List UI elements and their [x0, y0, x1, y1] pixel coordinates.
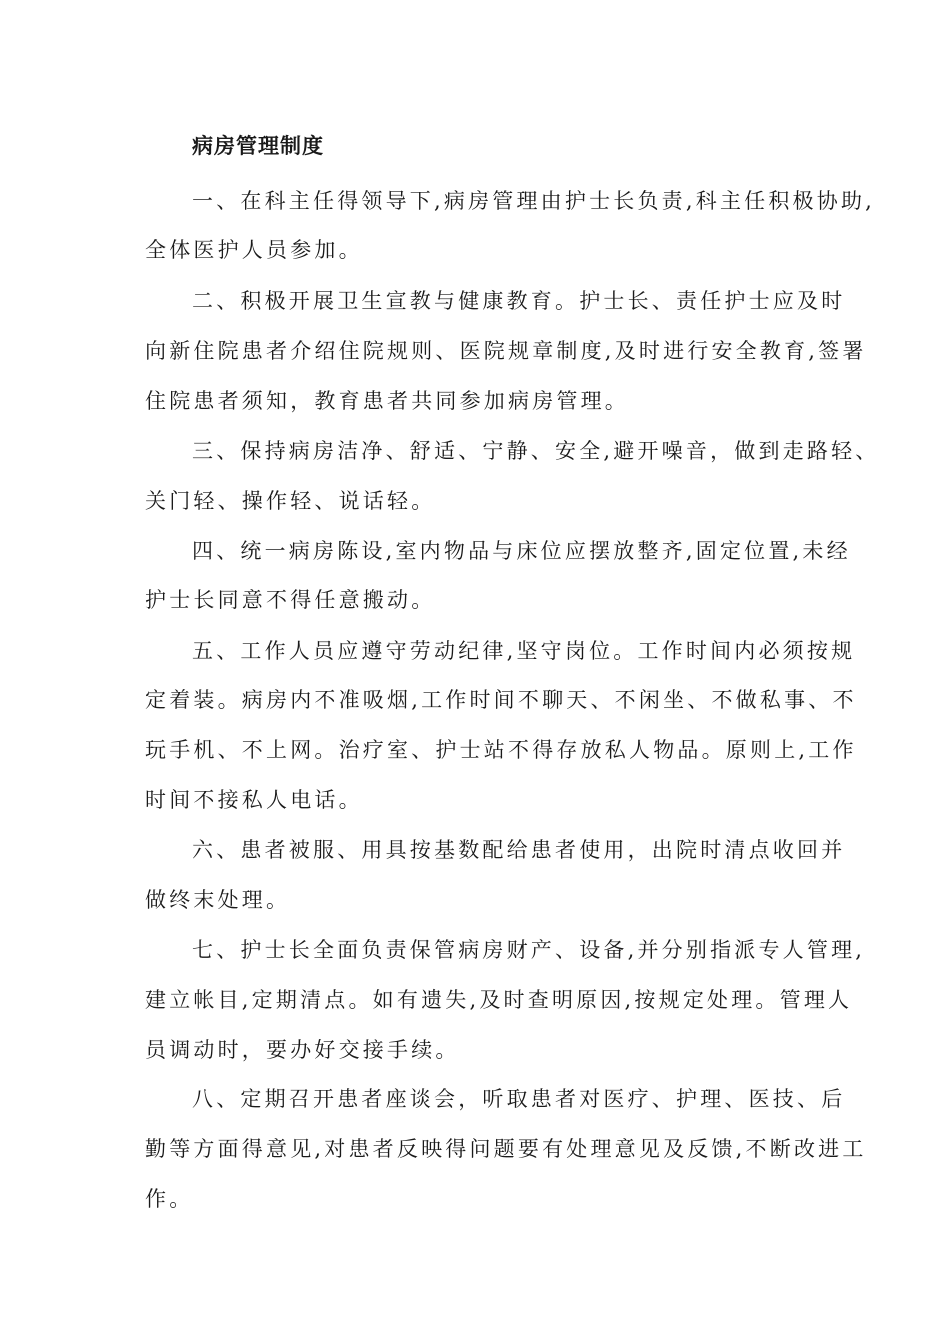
paragraph-5-line-4: 时间不接私人电话。: [145, 788, 363, 812]
paragraph-8-line-2: 勤等方面得意见,对患者反映得问题要有处理意见及反馈,不断改进工: [145, 1137, 867, 1161]
page-title: 病房管理制度: [192, 133, 324, 158]
paragraph-1-line-1: 一、在科主任得领导下,病房管理由护士长负责,科主任积极协助,: [192, 189, 876, 213]
paragraph-7-line-1: 七、护士长全面负责保管病房财产、设备,并分别指派专人管理,: [192, 938, 866, 962]
paragraph-5-line-1: 五、工作人员应遵守劳动纪律,坚守岗位。工作时间内必须按规: [192, 639, 856, 663]
paragraph-2-line-2: 向新住院患者介绍住院规则、医院规章制度,及时进行安全教育,签署: [145, 339, 867, 363]
paragraph-2-line-3: 住院患者须知，教育患者共同参加病房管理。: [145, 389, 629, 413]
paragraph-5-line-2: 定着装。病房内不准吸烟,工作时间不聊天、不闲坐、不做私事、不: [145, 688, 857, 712]
paragraph-6-line-2: 做终末处理。: [145, 888, 291, 912]
paragraph-4-line-2: 护士长同意不得任意搬动。: [145, 588, 436, 612]
paragraph-7-line-3: 员调动时，要办好交接手续。: [145, 1038, 460, 1062]
paragraph-8-line-3: 作。: [145, 1187, 194, 1211]
paragraph-3-line-2: 关门轻、操作轻、说话轻。: [145, 489, 436, 513]
paragraph-2-line-1: 二、积极开展卫生宣教与健康教育。护士长、责任护士应及时: [192, 289, 846, 313]
paragraph-3-line-1: 三、保持病房洁净、舒适、宁静、安全,避开噪音，做到走路轻、: [192, 439, 880, 463]
paragraph-4-line-1: 四、统一病房陈设,室内物品与床位应摆放整齐,固定位置,未经: [192, 539, 851, 563]
paragraph-1-line-2: 全体医护人员参加。: [145, 238, 363, 262]
paragraph-5-line-3: 玩手机、不上网。治疗室、护士站不得存放私人物品。原则上,工作: [145, 738, 857, 762]
paragraph-8-line-1: 八、定期召开患者座谈会，听取患者对医疗、护理、医技、后: [192, 1087, 846, 1111]
paragraph-7-line-2: 建立帐目,定期清点。如有遗失,及时查明原因,按规定处理。管理人: [145, 988, 853, 1012]
paragraph-6-line-1: 六、患者被服、用具按基数配给患者使用，出院时清点收回并: [192, 838, 846, 862]
